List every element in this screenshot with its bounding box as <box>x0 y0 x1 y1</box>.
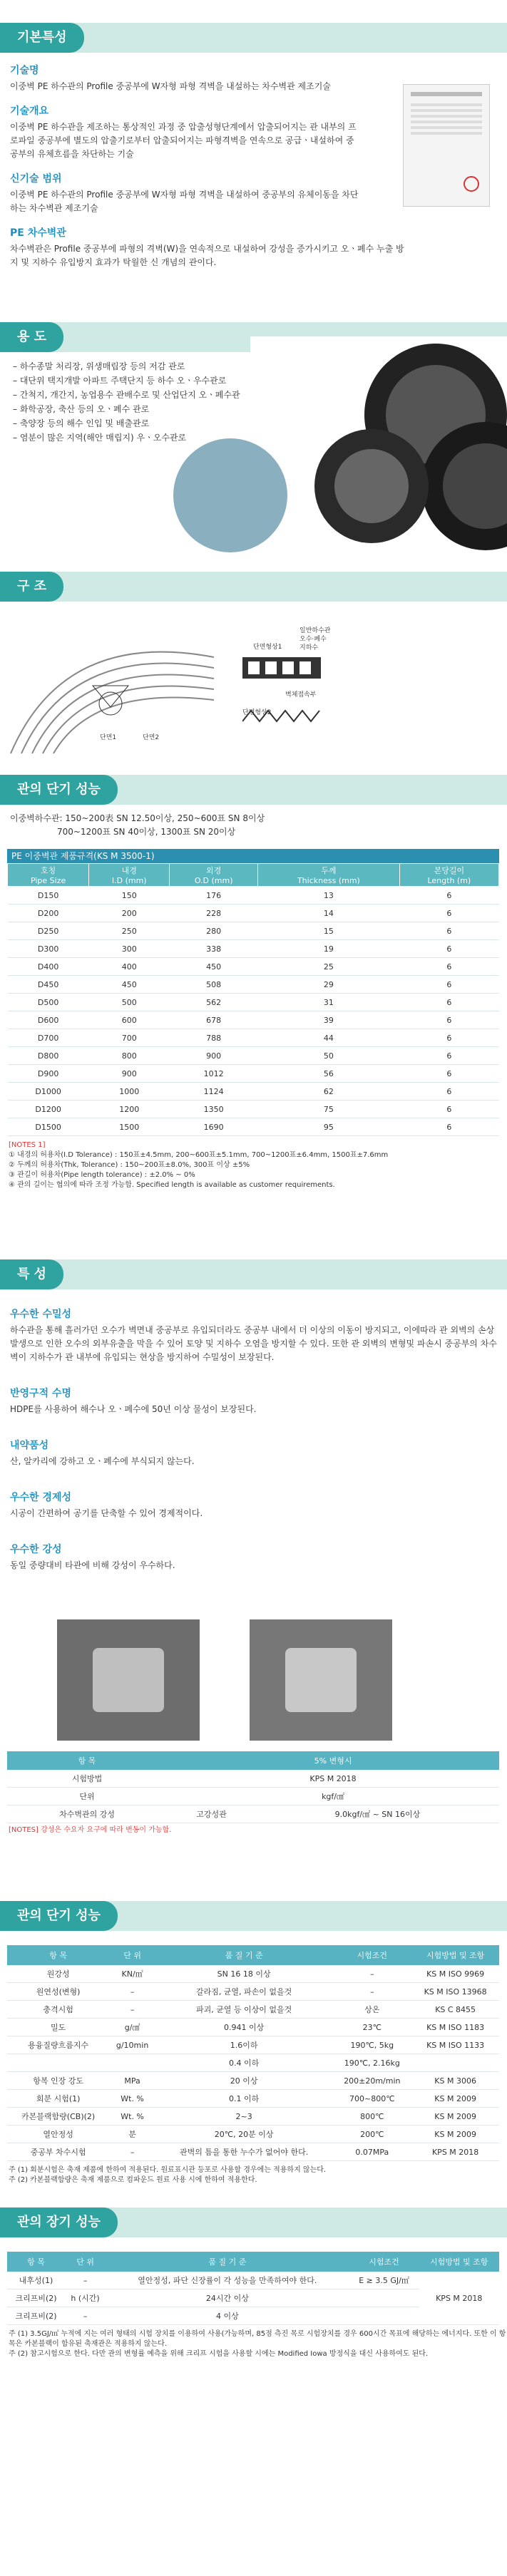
table-row: D1500 1500 1690 95 6 <box>8 1118 499 1136</box>
text-pe-pipe: 차수벽관은 Profile 중공부에 파형의 격벽(W)을 연속적으로 내설하여 강성을 증가시키고 오ㆍ폐수 누출 방지 및 지하수 유입방지 효과가 탁월한 신 개념의 관이다. <box>10 244 404 267</box>
text-watertight: 하수관을 통해 흘러가던 오수가 벽면내 중공부로 유입되더라도 중공부 내에서 더 이상의 이동이 방지되고, 이에따라 관 외벽의 손상발생으로 인한 오수의 외부유출을 막을 수 있어 토양 및 지하수 오염을 방지할 수 있다. 또한 관 외벽의 변형및 파손시 중공부의 차수벽이 지하수가 관 내부에 유입되는 현상을 방지하여 수밀성이 보장된다. <box>10 1325 497 1362</box>
list-item: – 축양장 등의 해수 인입 및 배출관로 <box>13 418 150 428</box>
table-row: 원강성 KN/㎡ SN 16 18 이상 – KS M ISO 9969 <box>7 1965 499 1983</box>
col-header: 시험방법 및 조항 <box>411 1945 499 1965</box>
heading-outline: 기술개요 <box>10 105 49 117</box>
col-header: 호칭 Pipe Size <box>8 864 89 887</box>
heading-rigidity: 우수한 강성 <box>10 1544 62 1555</box>
section-title-long-perf <box>0 2207 507 2237</box>
section-long-performance <box>0 2207 507 2371</box>
heading-scope: 신기술 범위 <box>10 173 62 185</box>
section-title-short <box>0 775 507 805</box>
section-title-text: 구 조 <box>0 572 63 602</box>
table-row: D1000 1000 1124 62 6 <box>8 1083 499 1101</box>
text-tech-name: 이중벽 PE 하수관의 Profile 중공부에 W자형 파형 격벽을 내설하는 차수벽관 제조기술 <box>10 81 331 91</box>
table-row: D450 450 508 29 6 <box>8 976 499 994</box>
pipe-photo <box>250 336 507 550</box>
list-item: – 화학공장, 축산 등의 오ㆍ폐수 관로 <box>13 404 150 414</box>
text-lifespan: HDPE를 사용하여 해수나 오ㆍ폐수에 50년 이상 물성이 보장된다. <box>10 1404 257 1414</box>
section-features <box>0 1259 507 1901</box>
spec-notes: [NOTES 1] ① 내경의 허용차(I.D Tolerance) : 150표±4.5mm, 200~600표±5.1mm, 700~1200표±6.4mm, 1500표±7.6mm ② 두께의 허용차(Thk, Tolerance) : 150~200표±8.0%, 300표 이상 ±5% ③ 관길이 허용차(Pipe length tolerance) : ±2.0% ~ 0% ④ 관의 길이는 협의에 따라 조정 가능함. Specified length is available as customer requirements. <box>9 1141 389 1189</box>
table-row: D700 700 788 44 6 <box>8 1029 499 1047</box>
stiffness-line1: 이중벽하수관: 150~200表 SN 12.50이상, 250~600표 SN 8이상 <box>10 813 265 823</box>
table-row: 원연성(변형) – 갈라짐, 균열, 파손이 없을것 – KS M ISO 13968 <box>7 1983 499 2001</box>
section-short-performance <box>0 1901 507 2200</box>
col-header: 본당길이 Length (m) <box>399 864 498 887</box>
table-row: D250 250 280 15 6 <box>8 922 499 940</box>
table-row: 크리프비(2) h (시간) 24시간 이상 <box>7 2289 499 2307</box>
table-row: 내후성(1) – 열안정성, 파단 신장률이 각 성능을 만족하여야 한다. E ≥ 3.5 GJ/㎡ KPS M 2018 <box>7 2272 499 2289</box>
stiffness-table <box>7 1751 499 1823</box>
label-joint: 벽체접속부 <box>285 691 317 699</box>
section-usage <box>0 322 507 561</box>
stiffness-line2: 700~1200표 SN 40이상, 1300표 SN 20이상 <box>57 827 236 837</box>
heading-watertight: 우수한 수밀성 <box>10 1309 72 1320</box>
table-row: D600 600 678 39 6 <box>8 1011 499 1029</box>
col-header: 단 위 <box>65 2252 106 2272</box>
certificate-image <box>403 84 490 207</box>
section-title-text: 기본특성 <box>0 23 84 53</box>
col-header: 내경 I.D (mm) <box>89 864 170 887</box>
heading-tech-name: 기술명 <box>10 65 39 76</box>
label-groundwater: 지하수 <box>299 644 319 651</box>
table-row: 용융질량흐름지수 g/10min 1.6이하 190℃, 5kg KS M ISO 1133 <box>7 2036 499 2054</box>
label-section2: 단면2 <box>143 734 160 741</box>
table-row: 카본블랙함량(CB)(2) Wt. % 2~3 800℃ KS M 2009 <box>7 2108 499 2126</box>
label-sewer: 일반하수관 <box>299 627 331 634</box>
section-title-features <box>0 1259 507 1289</box>
col-header: 두께 Thickness (mm) <box>258 864 400 887</box>
table-row: D1200 1200 1350 75 6 <box>8 1101 499 1118</box>
heading-economy: 우수한 경제성 <box>10 1492 72 1503</box>
col-header: 시험방법 및 조항 <box>419 2252 500 2272</box>
section-title-basic <box>0 23 507 53</box>
table-row: D400 400 450 25 6 <box>8 958 499 976</box>
section-title-short-perf <box>0 1901 507 1931</box>
table-row: D800 800 900 50 6 <box>8 1047 499 1065</box>
table-row: 0.4 이하 190℃, 2.16kg <box>7 2054 499 2072</box>
short-performance-table <box>7 1945 499 2161</box>
label-wastewater: 오수·폐수 <box>299 636 327 643</box>
text-chemical: 산, 알카리에 강하고 오ㆍ폐수에 부식되지 않는다. <box>10 1456 195 1466</box>
table-row: D900 900 1012 56 6 <box>8 1065 499 1083</box>
section-structure <box>0 572 507 775</box>
table-row: 회분 시험(1) Wt. % 0.1 이하 700~800℃ KS M 2009 <box>7 2090 499 2108</box>
long-perf-notes: 주 (1) 3.5GJ/㎡ 누적에 지는 여러 형태의 시험 장치를 이용하여 사용(가능하며, 85점 측진 목로 시험장치를 경우 600시간 목표에 해당하는 에너지다. 또한 이 항목은 카본블랙이 함유된 축재관은 적용하지 않는다. 주 (2) 참고시험으로 한다. 다만 관의 변형률 예측을 위해 크리프 시험을 사용할 시에는 Modified Iowa 방정식을 대신 사용하여도 된다. <box>9 2330 506 2358</box>
table-row: D300 300 338 19 6 <box>8 940 499 958</box>
table-row: 차수벽관의 강성 고강성관 9.0kgf/㎠ ~ SN 16이상 <box>7 1805 499 1823</box>
table-row: 충격시험 – 파괴, 균열 등 이상이 없을것 상온 KS C 8455 <box>7 2001 499 2019</box>
table-row: 시험방법 KPS M 2018 <box>7 1770 499 1788</box>
text-outline: 이중벽 PE 하수관을 제조하는 통상적인 과정 중 압출성형단계에서 압출되어지는 관 내부의 프로파일 중공부에 별도의 압출기로부터 압출되어지는 파형격벽을 연속으로 공급ㆍ내설하여 중공부의 유체흐름을 차단하는 기술 <box>10 122 357 159</box>
text-rigidity: 동일 중량대비 타관에 비해 강성이 우수하다. <box>10 1560 175 1570</box>
col-header: 시험조건 <box>332 1945 411 1965</box>
col-header: 단 위 <box>109 1945 155 1965</box>
section-title-text: 관의 단기 성능 <box>0 1901 118 1931</box>
list-item: – 간척지, 개간지, 농업용수 관배수로 및 산업단지 오ㆍ폐수관 <box>13 390 240 400</box>
section-title-structure <box>0 572 507 602</box>
table-row: 단위 kgf/㎠ <box>7 1788 499 1805</box>
test-photo-2 <box>250 1619 392 1741</box>
col-header: 항 목 <box>7 1751 167 1770</box>
list-item: – 하수종말 처리장, 위생매립장 등의 저감 관로 <box>13 361 185 371</box>
text-scope: 이중벽 PE 하수관의 Profile 중공부에 W자형 파형 격벽을 내설하여 중공부의 유체이동을 차단하는 차수벽관 제조기술 <box>10 190 359 213</box>
label-shape2: 단면형상2 <box>242 709 272 716</box>
col-header: 항 목 <box>7 1945 109 1965</box>
col-header: 품 질 기 준 <box>106 2252 349 2272</box>
section-short-term <box>0 775 507 1231</box>
section-basic <box>0 23 507 267</box>
section-title-text: 용 도 <box>0 322 63 352</box>
table-row: 크리프비(2) – 4 이상 <box>7 2307 499 2325</box>
short-perf-notes: 주 (1) 회분시험은 축재 제품에 한하여 적용된다. 원료표시관 등포로 사용할 경우에는 적용하지 않는다. 주 (2) 카본블랙함량은 축재 제품으로 컴파운드 원료 사용 시에 한하여 적용한다. <box>9 2166 327 2184</box>
long-performance-table <box>7 2252 499 2325</box>
list-item: – 대단위 택지개발 아파트 주택단지 등 하수 오ㆍ우수관로 <box>13 376 227 386</box>
installation-photo <box>171 436 290 555</box>
spec-table <box>7 863 499 1136</box>
table-row: 항복 인장 강도 MPa 20 이상 200±20m/min KS M 3006 <box>7 2072 499 2090</box>
section-title-text: 관의 장기 성능 <box>0 2207 118 2237</box>
table-title: PE 이중벽관 제품규격(KS M 3500-1) <box>7 849 499 863</box>
col-header: 항 목 <box>7 2252 65 2272</box>
table-row: 밀도 g/㎤ 0.941 이상 23℃ KS M ISO 1183 <box>7 2019 499 2036</box>
text-economy: 시공이 간편하여 공기를 단축할 수 있어 경제적이다. <box>10 1508 203 1518</box>
list-item: – 염분이 많은 지역(해안 매립지) 우ㆍ오수관로 <box>13 433 187 443</box>
col-header: 시험조건 <box>349 2252 419 2272</box>
col-header: 외경 O.D (mm) <box>170 864 258 887</box>
heading-chemical: 내약품성 <box>10 1440 49 1451</box>
table-row: D200 200 228 14 6 <box>8 905 499 922</box>
table-row: D150 150 176 13 6 <box>8 887 499 905</box>
test-photo-1 <box>57 1619 200 1741</box>
section-title-text: 관의 단기 성능 <box>0 775 118 805</box>
label-section1: 단면1 <box>100 734 117 741</box>
label-shape1: 단면형상1 <box>253 644 282 651</box>
stiffness-note: [NOTES] 강성은 수요자 요구에 따라 변동이 가능함. <box>9 1826 172 1834</box>
heading-lifespan: 반영구적 수명 <box>10 1388 72 1399</box>
table-row: 중공부 차수시험 – 관벽의 틈을 통한 누수가 없어야 한다. 0.07MPa KPS M 2018 <box>7 2143 499 2161</box>
table-row: D500 500 562 31 6 <box>8 994 499 1011</box>
heading-pe-pipe: PE 차수벽관 <box>10 227 66 239</box>
table-row: 열안정성 분 20℃, 20분 이상 200℃ KS M 2009 <box>7 2126 499 2143</box>
col-header: 5% 변형시 <box>167 1751 499 1770</box>
col-header: 품 질 기 준 <box>155 1945 332 1965</box>
section-title-text: 특 성 <box>0 1259 63 1289</box>
